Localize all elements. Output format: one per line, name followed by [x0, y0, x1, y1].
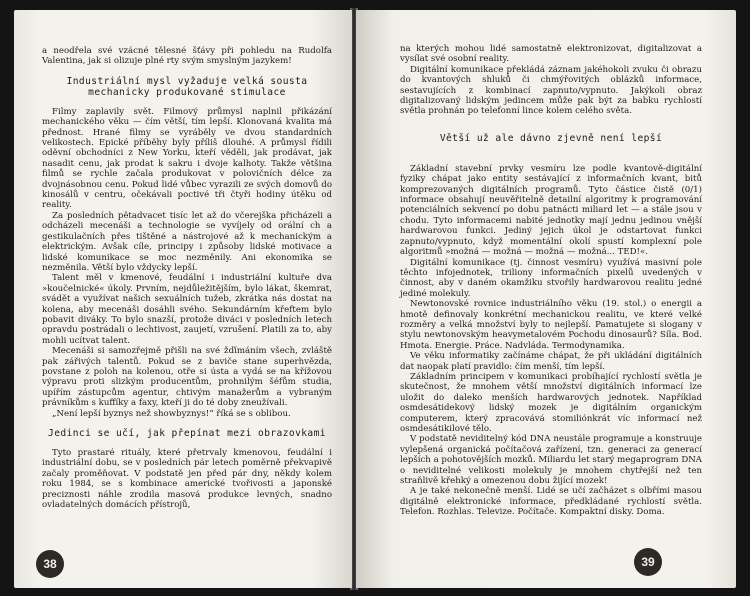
paragraph: A je také nekonečně menší. Lidé se učí začházet s olbřími masou digitálně elektronické informace, předkládané rychlostí světla. Telefon. Rozhlas. Televize. Počítače. Kompaktní disky. Doma. — [400, 486, 702, 518]
paragraph: Za posledních pětadvacet tisíc let až do včerejška přicházeli a odcházeli mecenáši a technologie se vyvíjely od orální ch a gestikulačních přes tištěné a nástrojové až k mechanickým a elektrickým. Avšak cíle, principy i způsoby lidské motivace a lidské komunikace se moc nezměnily. Ani ekonomika se nezměnila. Větší bylo vždycky lepší. — [42, 210, 332, 273]
paragraph: V podstatě neviditelný kód DNA neustále programuje a konstruuje vylepšená organická počítačová zařízení, tzn. generaci za generací lepších a pohotovějších mozků. Miliardu let starý megaprogram DNA o neviditelné velikosti molekuly je mnohem chytřejší než ten straňlivě křehký a omezenou dobu žijící mozek! — [400, 434, 702, 487]
section-heading: Větší už ale dávno zjevně není lepší — [439, 132, 663, 144]
right-page — [356, 10, 736, 588]
paragraph: Základní stavební prvky vesmíru lze podle kvantově-digitální fyziky chápat jako entity sestávající z informačních kvant, bitů komprezovaných digitálních programů. Tyto částice čistě (0/1) informace obsahují neuvěřitelně detailní algoritmy k programování potenciálních sekvencí po dobu patnácti miliard let — a stále jsou v chodu. Tyto informacemi nabité jednotky mají jednu jedinou vnější hardwarovou funkci. Jediný jejich úkol je odstartovat funkci zapnuto/vypnuto, když momentální okolí spustí komplexní pole algoritmů »možná — možná — možná — možná... TED!«. — [400, 163, 702, 258]
paragraph: „Není lepší byznys než showbyznys!“ říká se s oblibou. — [52, 408, 291, 419]
page-number: 39 — [634, 548, 662, 576]
paragraph: a neodřela své vzácné tělesné šťávy při pohledu na Rudolfa Valentina, jak si olizuje plné rty svým smyslným jazykem! — [42, 46, 332, 67]
section-heading: Jedinci se učí, jak přepínat mezi obrazovkami — [48, 428, 326, 439]
right-page-content — [400, 44, 702, 518]
paragraph: Digitální komunikace (tj. činnost vesmíru) využívá masivní pole těchto infojednotek, triliony informačních pixelů uvedených v činnost, aby v daném okamžiku stvořily hardwarovou realitu jedné jediné molekuly. — [400, 257, 702, 299]
paragraph: Ve věku informatiky začínáme chápat, že při ukládání digitálních dat naopak platí pravidlo: čím menší, tím lepší. — [400, 351, 702, 372]
page-number: 38 — [36, 550, 64, 578]
paragraph: Mecenáši si samozřejmě přišli na své žďímáním všech, zvláště pak zářivých talentů. Pokud se z baviče stane superhvězda, povstane z poloh na kolenou, otře si ústa a vydá se na křížovou výpravu proti slizkým producentům, prohnilým šéfům studia, upířím zástupcům agentur, chtivým manažerům a vybraným právníkům s kuffíky a faxy, kteří ji do té doby zneužívali. — [42, 346, 332, 409]
left-page — [14, 10, 352, 588]
paragraph: Newtonovské rovnice industriálního věku (19. stol.) o energii a hmotě definovaly konkrétní mechanickou realitu, ve které velké rozměry a velká množství byly to nejlepší. Pamatujete si slogany v stylu newtonovským heavymetalovém Pochodu dinosaurů? Síla. Bod. Hmota. Energie. Práce. Nadvláda. Termodynamika. — [400, 299, 702, 351]
paragraph: Filmy zaplavily svět. Filmový průmysl naplnil přikázání mechanického věku — čím větší, tím lepší. Klonovaná kvalita má přednost. Hrané filmy se vyráběly ve dvou standardních velikostech. Epické příběhy byly příliš dlouhé. A průmysl řídili oděvní obchodníci z New Yorku, kteří věděli, jak prodávat, jak nasadit cenu, jak prodat k sakru i dvoje kalhoty. Takže většina filmů se rychle začala produkovat v polovičních délce za dvojnásobnou cenu. Pokud lidé vůbec vyrazili ze svých domovů do kinosálů v centru, očekávali poctivé tři čtyři hodiny útěku od reality. — [42, 106, 332, 211]
left-page-content — [42, 46, 332, 510]
paragraph: Talent měl v kmenové, feudální i industriální kultuře dva »koučelnické« úkoly. Prvním, nejdůležitějším, bylo lákat, škemrat, svádět a využívat našich sexuálních tužeb, zkrátka nás dostat na kolena, aby mecenáši dosáhli svého. Sekundárním křeftem bylo pobavit diváky. To bylo snazší, protože diváci v posledních letech opravdu postrádali o lechtivost, zaujetí, vzrušení. Platili za to, aby mohli ucítvat talent. — [42, 273, 332, 346]
paragraph: na kterých mohou lidé samostatně elektronizovat, digitalizovat a vysílat své osobní reality. — [400, 44, 702, 65]
section-heading: Industriální mysl vyžaduje velká sousta mechanicky produkované stimulace — [66, 75, 308, 98]
paragraph: Digitální komunikace překládá záznam jakéhokoli zvuku či obrazu do kvantových shluků či chmýřovitých oblázků informace, sestavujících z kombinací zapnuto/vypnuto. Jakýkoli obraz digitalizovaný lidským jedincem může pak být za babku rychlostí světla prohnán po telefonní lince kolem celého světa. — [400, 64, 702, 117]
paragraph: Základním principem v komunikaci probíhající rychlostí světla je skutečnost, že mnohem větší množství digitálních informací lze uložit do daleko menších hardwarových jednotek. Například osmdesátidekový lidský mozek je digitálním organickým computerem, který zpracovává stomiliónkrát víc informací než osmdesátikilové tělo. — [400, 371, 702, 434]
paragraph: Tyto prastaré rituály, které přetrvaly kmenovou, feudální i industriální dobu, se v posledních pár letech poměrně překvapivě začaly proměňovat. V podstatě jen před pár dny, někdy kolem roku 1984, se s kombinace americké tvořivosti a japonské preciznosti náhle zrodila masová produkce levných, snadno ovladatelných domácích přístrojů, — [42, 448, 332, 511]
